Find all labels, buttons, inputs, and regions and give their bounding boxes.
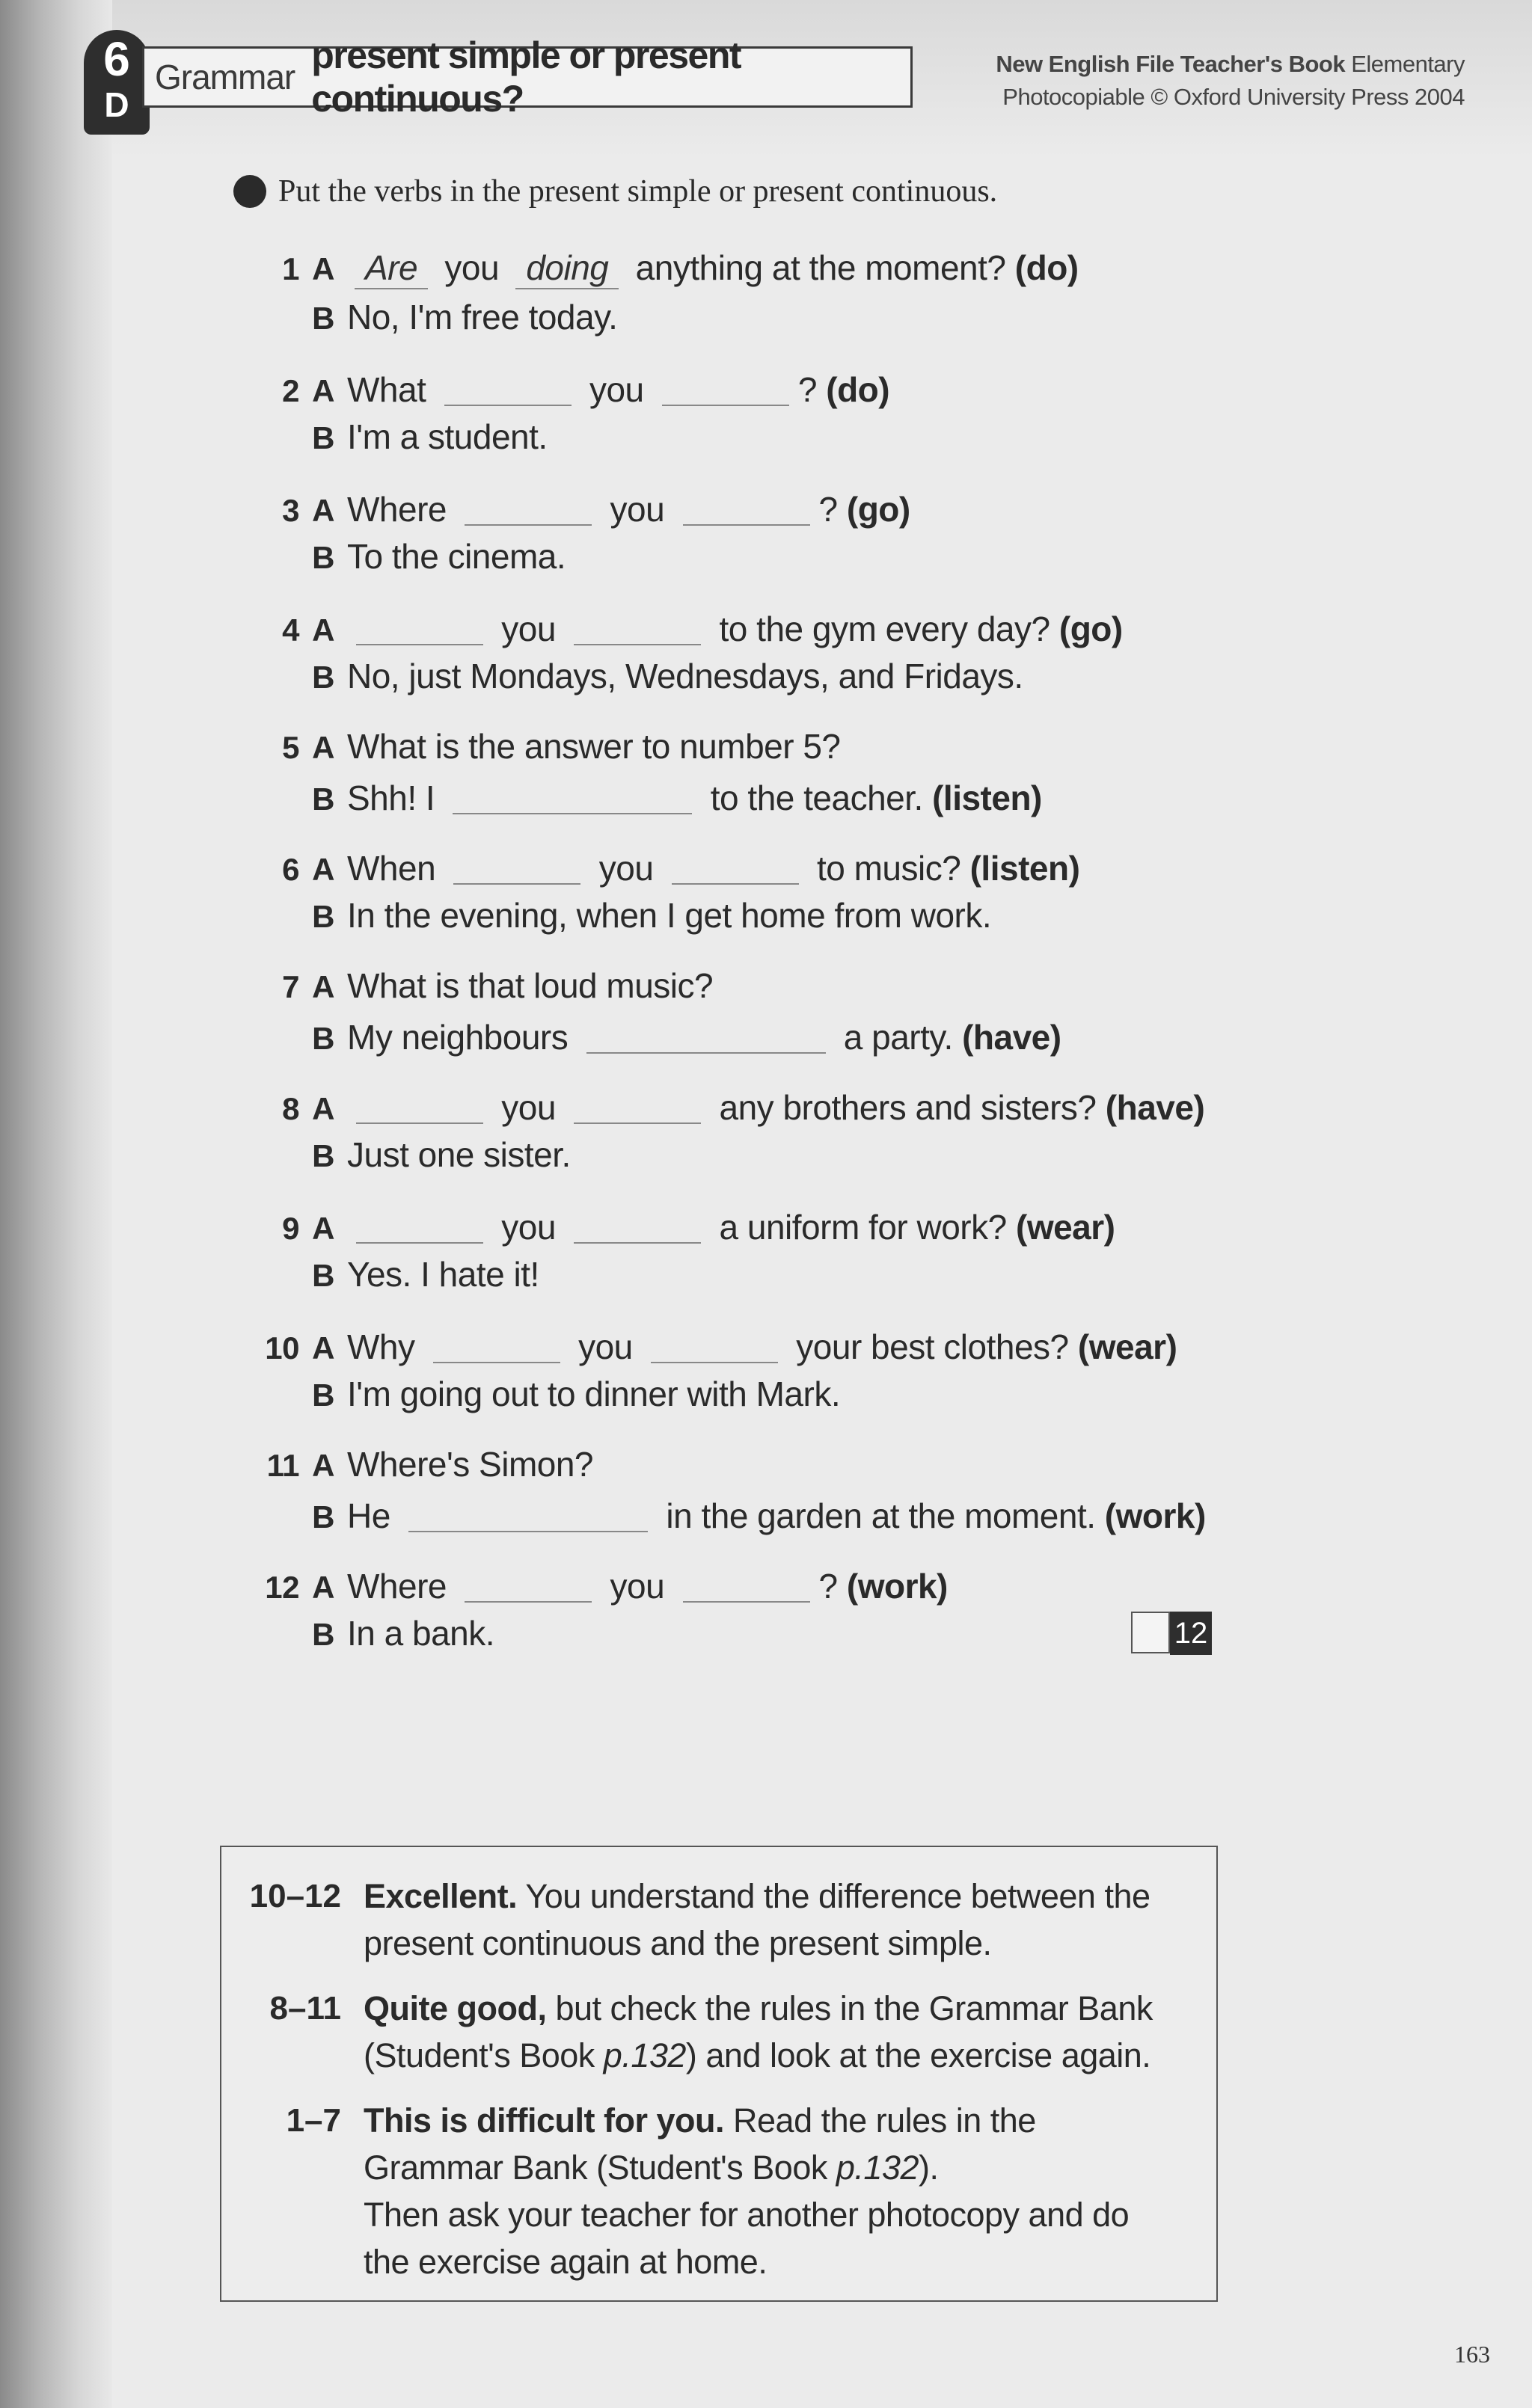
item-text: to music?: [816, 849, 961, 888]
verb-hint: (go): [846, 490, 910, 529]
item-number: 9: [282, 1211, 299, 1246]
item-text: anything at the moment?: [635, 248, 1006, 287]
item-text: to the gym every day?: [719, 609, 1050, 648]
page-title: present simple or present continuous?: [311, 34, 741, 120]
copyright-block: [996, 48, 1465, 114]
item-text: Why: [347, 1327, 415, 1366]
item-text: ?: [818, 490, 838, 529]
unit-badge: [84, 30, 150, 135]
title-box: [142, 34, 913, 120]
speaker-b: B: [312, 1021, 334, 1056]
reply-text: To the cinema.: [347, 537, 566, 576]
speaker-a: A: [312, 1330, 334, 1366]
reply-text: a party.: [843, 1018, 953, 1057]
item-text: ?: [797, 370, 817, 409]
verb-hint: (have): [1105, 1088, 1205, 1127]
unit-number: 6: [103, 32, 130, 86]
exercise-item: [254, 1081, 1302, 1179]
item-text: When: [347, 849, 436, 888]
speaker-b: B: [312, 1377, 334, 1413]
item-text: you: [610, 1567, 665, 1606]
speaker-a: A: [312, 1091, 334, 1126]
item-text: you: [501, 1208, 556, 1247]
item-text: Where's Simon?: [347, 1445, 594, 1484]
answer-blank[interactable]: [453, 846, 580, 885]
verb-hint: (listen): [969, 849, 1080, 888]
reply-text: In a bank.: [347, 1614, 495, 1653]
feedback-text: ).: [919, 2149, 939, 2187]
reply-text: My neighbours: [347, 1018, 569, 1057]
speaker-b: B: [312, 1258, 334, 1293]
book-title: New English File Teacher's Book: [996, 51, 1346, 77]
item-text: you: [578, 1327, 633, 1366]
speaker-b: B: [312, 1617, 334, 1652]
item-text: you: [501, 609, 556, 648]
item-number: 1: [282, 251, 299, 286]
instruction-text: Put the verbs in the present simple or present continuous.: [278, 174, 998, 209]
item-text: Where: [347, 490, 447, 529]
item-text: What: [347, 370, 426, 409]
item-number: 4: [282, 612, 299, 648]
exercise-item: [254, 961, 1302, 1060]
answer-blank[interactable]: [586, 1015, 826, 1054]
speaker-a: A: [312, 1448, 334, 1483]
exercise-item: [254, 841, 1302, 940]
book-level: Elementary: [1351, 51, 1465, 77]
item-number: 5: [282, 730, 299, 765]
speaker-a: A: [312, 1570, 334, 1605]
item-number: 10: [265, 1330, 299, 1366]
speaker-a: A: [312, 612, 334, 648]
answer-blank[interactable]: [574, 1085, 701, 1124]
feedback-row: [221, 1985, 1216, 2079]
feedback-lead: Quite good,: [364, 1989, 547, 2027]
score-range: 1–7: [286, 2102, 341, 2139]
speaker-a: A: [312, 969, 334, 1004]
reply-text: He: [347, 1496, 390, 1535]
answer-blank[interactable]: [574, 606, 701, 645]
answer-blank[interactable]: [408, 1493, 648, 1532]
feedback-text: ) and look at the exercise again.: [685, 2036, 1151, 2074]
answer-blank[interactable]: [683, 487, 810, 526]
exercise-item: [254, 1320, 1302, 1419]
reply-text: I'm a student.: [347, 417, 548, 456]
answer-blank[interactable]: [574, 1205, 701, 1244]
exercise-item: [254, 243, 1302, 342]
speaker-a: A: [312, 493, 334, 528]
reply-text: I'm going out to dinner with Mark.: [347, 1375, 841, 1413]
answer-blank[interactable]: [356, 1205, 483, 1244]
feedback-lead: This is difficult for you.: [364, 2101, 724, 2140]
item-text: your best clothes?: [796, 1327, 1069, 1366]
feedback-text: Read the rules in the Grammar Bank (Student's Book: [364, 2101, 1036, 2187]
verb-hint: (go): [1058, 609, 1123, 648]
reply-text: In the evening, when I get home from work.: [347, 896, 992, 935]
verb-hint: (wear): [1016, 1208, 1115, 1247]
example-answer: Are: [355, 248, 428, 289]
reply-text: Shh! I: [347, 778, 435, 817]
score-range: 8–11: [269, 1990, 341, 2027]
verb-hint: (work): [846, 1567, 948, 1606]
speaker-a: A: [312, 730, 334, 765]
item-text: a uniform for work?: [719, 1208, 1007, 1247]
verb-hint: (have): [962, 1018, 1061, 1057]
reply-text: No, just Mondays, Wednesdays, and Fridays.: [347, 657, 1023, 695]
feedback-lead: Excellent.: [364, 1877, 518, 1915]
answer-blank[interactable]: [356, 606, 483, 645]
item-number: 2: [282, 373, 299, 408]
answer-blank[interactable]: [433, 1324, 560, 1363]
item-text: you: [589, 370, 644, 409]
item-text: you: [598, 849, 654, 888]
reply-text: Just one sister.: [347, 1135, 571, 1174]
speaker-b: B: [312, 660, 334, 695]
item-number: 6: [282, 852, 299, 887]
book-spine-shadow: [0, 0, 112, 2408]
item-text: What is the answer to number 5?: [347, 727, 841, 766]
exercise-item: [254, 1200, 1302, 1299]
speaker-b: B: [312, 1499, 334, 1535]
speaker-b: B: [312, 420, 334, 455]
item-number: 8: [282, 1091, 299, 1126]
speaker-a: A: [312, 1211, 334, 1246]
feedback-row: [221, 1873, 1216, 1967]
verb-hint: (do): [826, 370, 890, 409]
reply-text: No, I'm free today.: [347, 298, 618, 337]
exercise-item: [254, 1440, 1302, 1538]
speaker-a: A: [312, 852, 334, 887]
speaker-a: A: [312, 373, 334, 408]
answer-blank[interactable]: [672, 846, 799, 885]
speaker-b: B: [312, 1138, 334, 1173]
speaker-b: B: [312, 899, 334, 934]
page-reference: p.132: [836, 2149, 919, 2187]
score-total: 12: [1170, 1612, 1212, 1655]
reply-text: to the teacher.: [710, 778, 923, 817]
score-input[interactable]: [1131, 1612, 1170, 1653]
item-text: Where: [347, 1567, 447, 1606]
page-number: 163: [1454, 2341, 1490, 2368]
exercise-list: [254, 243, 1302, 1679]
item-text: ?: [818, 1567, 838, 1606]
bullet-icon: [233, 175, 266, 208]
feedback-box: [220, 1846, 1218, 2302]
verb-hint: (do): [1014, 248, 1079, 287]
exercise-item: [254, 602, 1302, 701]
answer-blank[interactable]: [683, 1564, 810, 1603]
item-number: 7: [282, 969, 299, 1004]
item-text: you: [444, 248, 500, 287]
answer-blank[interactable]: [444, 367, 572, 406]
score-box: [1131, 1612, 1212, 1655]
item-text: any brothers and sisters?: [719, 1088, 1097, 1127]
copyright-line: Photocopiable © Oxford University Press 2004: [1002, 84, 1465, 110]
item-number: 12: [265, 1570, 299, 1605]
answer-blank[interactable]: [465, 487, 592, 526]
item-text: What is that loud music?: [347, 966, 714, 1005]
item-text: you: [610, 490, 665, 529]
verb-hint: (work): [1104, 1496, 1206, 1535]
feedback-row: [221, 2097, 1216, 2285]
score-range: 10–12: [249, 1878, 341, 1914]
reply-text: in the garden at the moment.: [666, 1496, 1096, 1535]
item-text: you: [501, 1088, 556, 1127]
feedback-text: Then ask your teacher for another photocopy and do the exercise again at home.: [364, 2196, 1130, 2281]
answer-blank[interactable]: [662, 367, 789, 406]
exercise-item: [254, 363, 1302, 461]
speaker-b: B: [312, 781, 334, 817]
answer-blank[interactable]: [465, 1564, 592, 1603]
instruction: [233, 173, 997, 209]
answer-blank[interactable]: [651, 1324, 778, 1363]
speaker-a: A: [312, 251, 334, 286]
section-label: Grammar: [155, 58, 295, 96]
verb-hint: (wear): [1077, 1327, 1177, 1366]
speaker-b: B: [312, 301, 334, 336]
example-answer: doing: [515, 248, 619, 289]
feedback-text: You understand the difference between the present continuous and the present simple.: [364, 1877, 1150, 1962]
speaker-b: B: [312, 540, 334, 575]
exercise-item: [254, 722, 1302, 820]
answer-blank[interactable]: [356, 1085, 483, 1124]
feedback-text: but check the rules in the Grammar Bank (Student's Book: [364, 1989, 1153, 2074]
reply-text: Yes. I hate it!: [347, 1255, 539, 1294]
exercise-item: [254, 482, 1302, 581]
answer-blank[interactable]: [453, 775, 692, 814]
page-reference: p.132: [603, 2036, 686, 2074]
verb-hint: (listen): [932, 778, 1042, 817]
item-number: 11: [266, 1448, 299, 1483]
item-number: 3: [282, 493, 299, 528]
lesson-letter: D: [104, 85, 129, 124]
